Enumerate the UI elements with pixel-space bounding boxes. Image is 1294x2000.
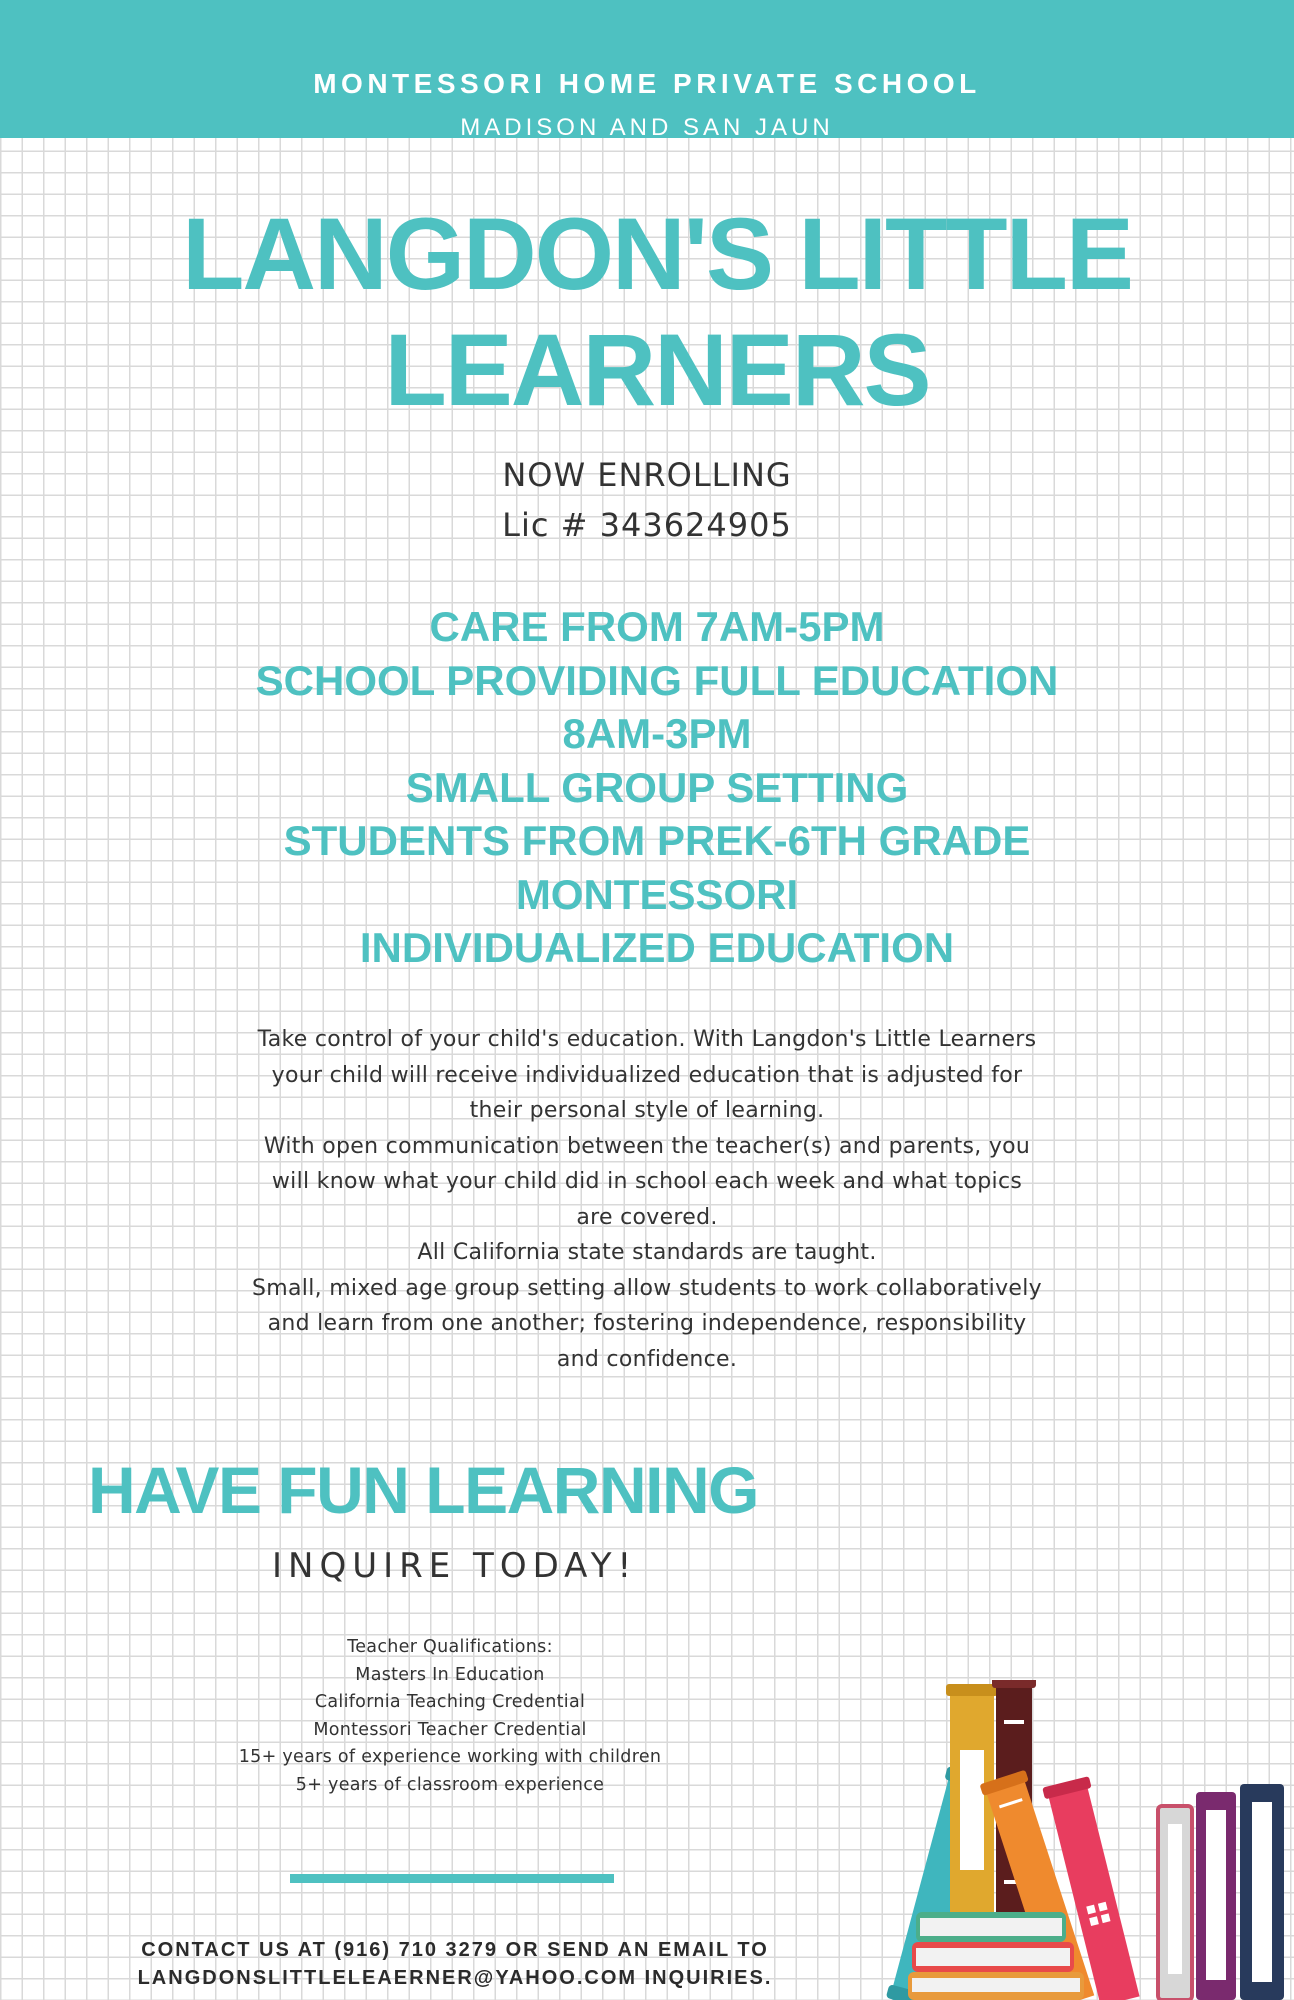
description-line: are covered. (576, 1204, 718, 1230)
description-line: their personal style of learning. (469, 1098, 825, 1123)
school-location: MADISON AND SAN JAUN (460, 114, 834, 141)
feature-item: CARE FROM 7AM-5PM (429, 603, 885, 650)
qualification-item: Masters In Education (355, 1664, 545, 1685)
description-line: will know what your child did in school each week and what topics (271, 1169, 1023, 1194)
description-line: your child will receive individualized education that is adjusted for (271, 1062, 1023, 1088)
description-line: and confidence. (556, 1346, 738, 1372)
qualification-item: 15+ years of experience working with children (238, 1747, 662, 1767)
feature-item: STUDENTS FROM PREK-6TH GRADE (283, 817, 1031, 864)
accent-divider (290, 1874, 614, 1883)
qualification-item: 5+ years of classroom experience (295, 1774, 605, 1795)
books-stack-icon (850, 1680, 1294, 2000)
qualification-item: Montessori Teacher Credential (313, 1719, 587, 1740)
description-line: All California state standards are taught. (417, 1240, 877, 1265)
qualification-item: California Teaching Credential (314, 1692, 586, 1712)
qualification-heading: Teacher Qualifications: (347, 1637, 553, 1657)
description-paragraph (150, 1022, 1144, 1377)
feature-item: SMALL GROUP SETTING (405, 763, 909, 811)
feature-item: MONTESSORI (515, 870, 799, 918)
enrollment-status: NOW ENROLLING (502, 456, 792, 494)
cta-subline: INQUIRE TODAY! (272, 1546, 638, 1586)
cta-headline: HAVE FUN LEARNING (88, 1453, 758, 1527)
main-title-line-1: LANGDON'S LITTLE (182, 197, 1132, 311)
features-list (60, 600, 1254, 975)
description-line: With open communication between the teacher(s) and parents, you (263, 1133, 1031, 1159)
contact-line-phone: CONTACT US AT (916) 710 3279 OR SEND AN EMAIL TO (141, 1939, 769, 1961)
contact-info (110, 1936, 800, 1992)
description-line: and learn from one another; fostering independence, responsibility (267, 1311, 1027, 1336)
description-line: Take control of your child's education. With Langdon's Little Learners (257, 1027, 1037, 1052)
feature-item: SCHOOL PROVIDING FULL EDUCATION (255, 656, 1059, 704)
main-title (60, 196, 1254, 428)
description-line: Small, mixed age group setting allow students to work collaboratively (252, 1275, 1042, 1301)
teacher-qualifications (200, 1634, 700, 1799)
feature-item: 8AM-3PM (562, 710, 752, 757)
contact-line-email: LANGDONSLITTLELEAERNER@YAHOO.COM INQUIRIES. (137, 1967, 773, 1989)
feature-item: INDIVIDUALIZED EDUCATION (359, 924, 955, 971)
main-title-line-2: LEARNERS (384, 313, 930, 427)
license-number: Lic # 343624905 (502, 506, 792, 544)
school-name: MONTESSORI HOME PRIVATE SCHOOL (313, 68, 981, 99)
